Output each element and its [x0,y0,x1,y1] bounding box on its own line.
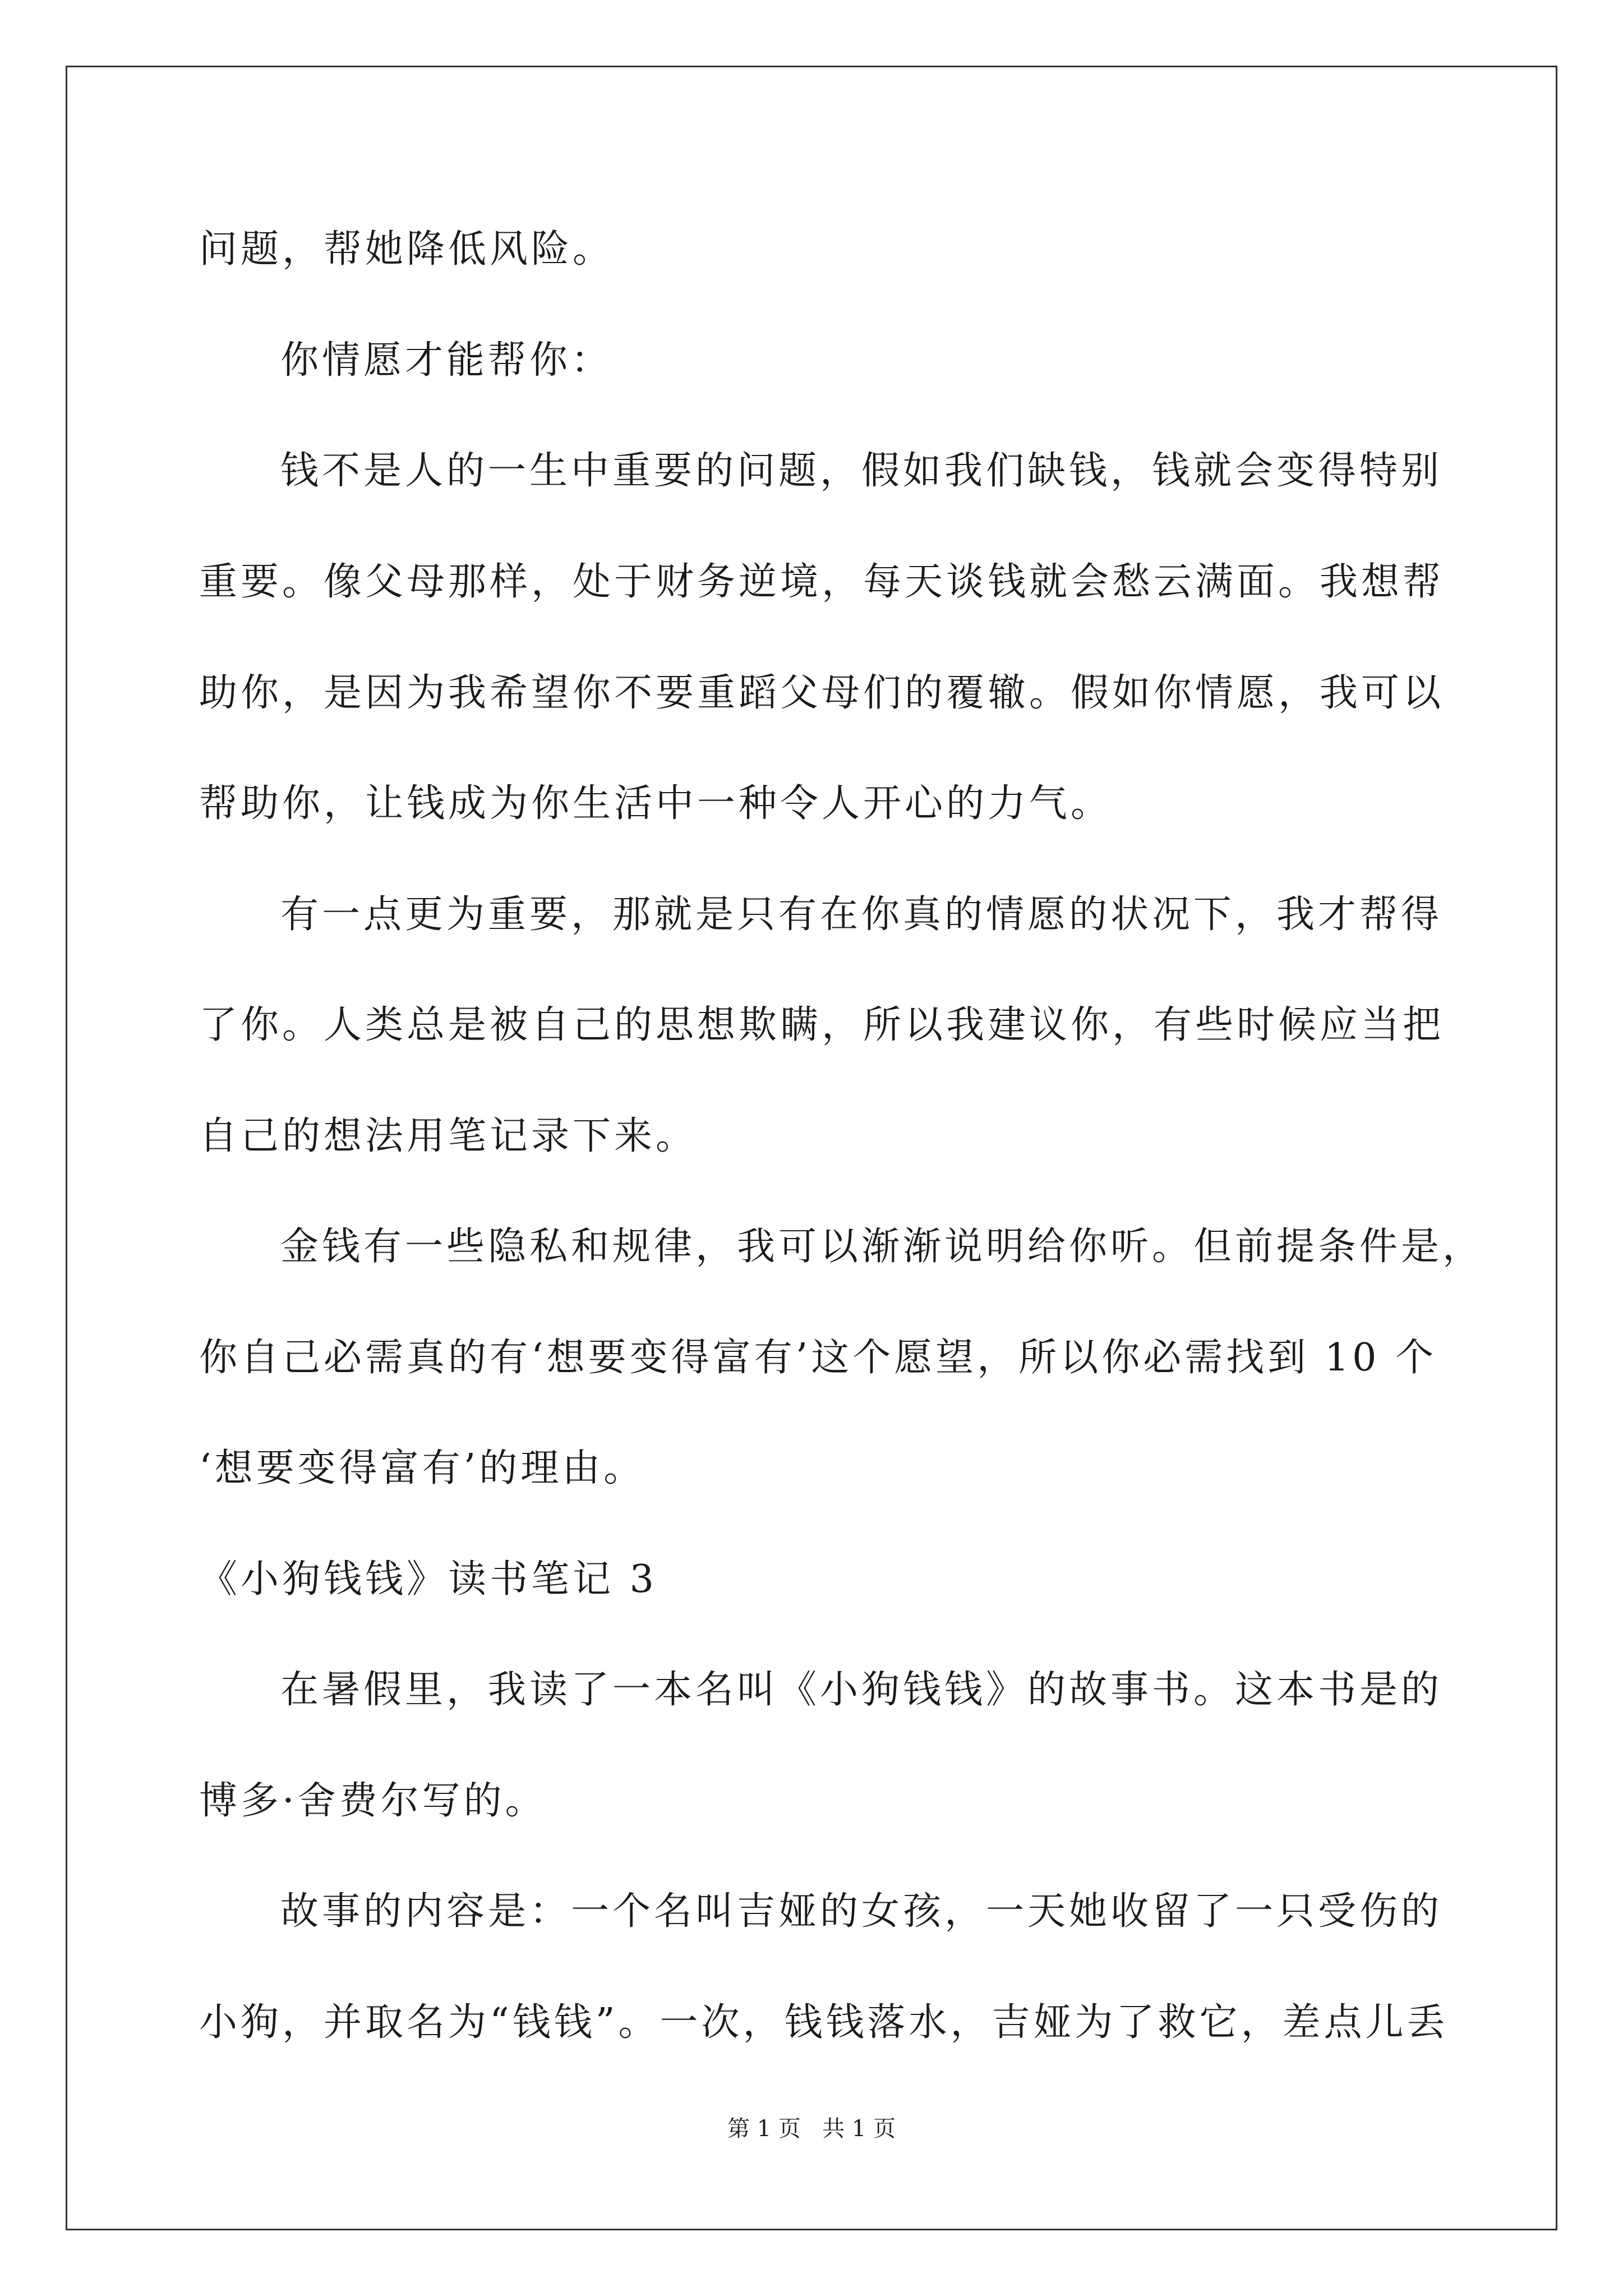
text-line: 有一点更为重要，那就是只有在你真的情愿的状况下，我才帮得 [280,892,1443,937]
text-line: 了你。人类总是被自己的思想欺瞒，所以我建议你，有些时候应当把 [199,1003,1445,1047]
text-line: 问题，帮她降低风险。 [199,227,615,272]
text-line: 故事的内容是：一个名叫吉娅的女孩，一天她收留了一只受伤的 [280,1889,1443,1934]
section-heading: 《小狗钱钱》读书笔记 3 [199,1557,657,1602]
text-line: 重要。像父母那样，处于财务逆境，每天谈钱就会愁云满面。我想帮 [199,560,1445,604]
text-line: 博多·舍费尔写的。 [199,1779,547,1823]
text-line: ‘想要变得富有’的理由。 [199,1446,645,1490]
page-number-footer: 第 1 页 共 1 页 [727,2116,896,2142]
text-line: 钱不是人的一生中重要的问题，假如我们缺钱，钱就会变得特别 [280,449,1443,493]
text-line: 小狗，并取名为“钱钱”。一次，钱钱落水，吉娅为了救它，差点儿丢 [199,2000,1449,2045]
text-line: 金钱有一些隐私和规律，我可以渐渐说明给你听。但前提条件是， [280,1225,1484,1269]
text-line: 助你，是因为我希望你不要重蹈父母们的覆辙。假如你情愿，我可以 [199,671,1445,715]
text-line: 在暑假里，我读了一本名叫《小狗钱钱》的故事书。这本书是的 [280,1668,1443,1712]
text-line: 帮助你，让钱成为你生活中一种令人开心的力气。 [199,781,1113,826]
text-line: 你自己必需真的有‘想要变得富有’这个愿望，所以你必需找到 10 个 [199,1336,1437,1380]
text-line: 你情愿才能帮你： [280,338,613,383]
text-line: 自己的想法用笔记录下来。 [199,1114,698,1158]
